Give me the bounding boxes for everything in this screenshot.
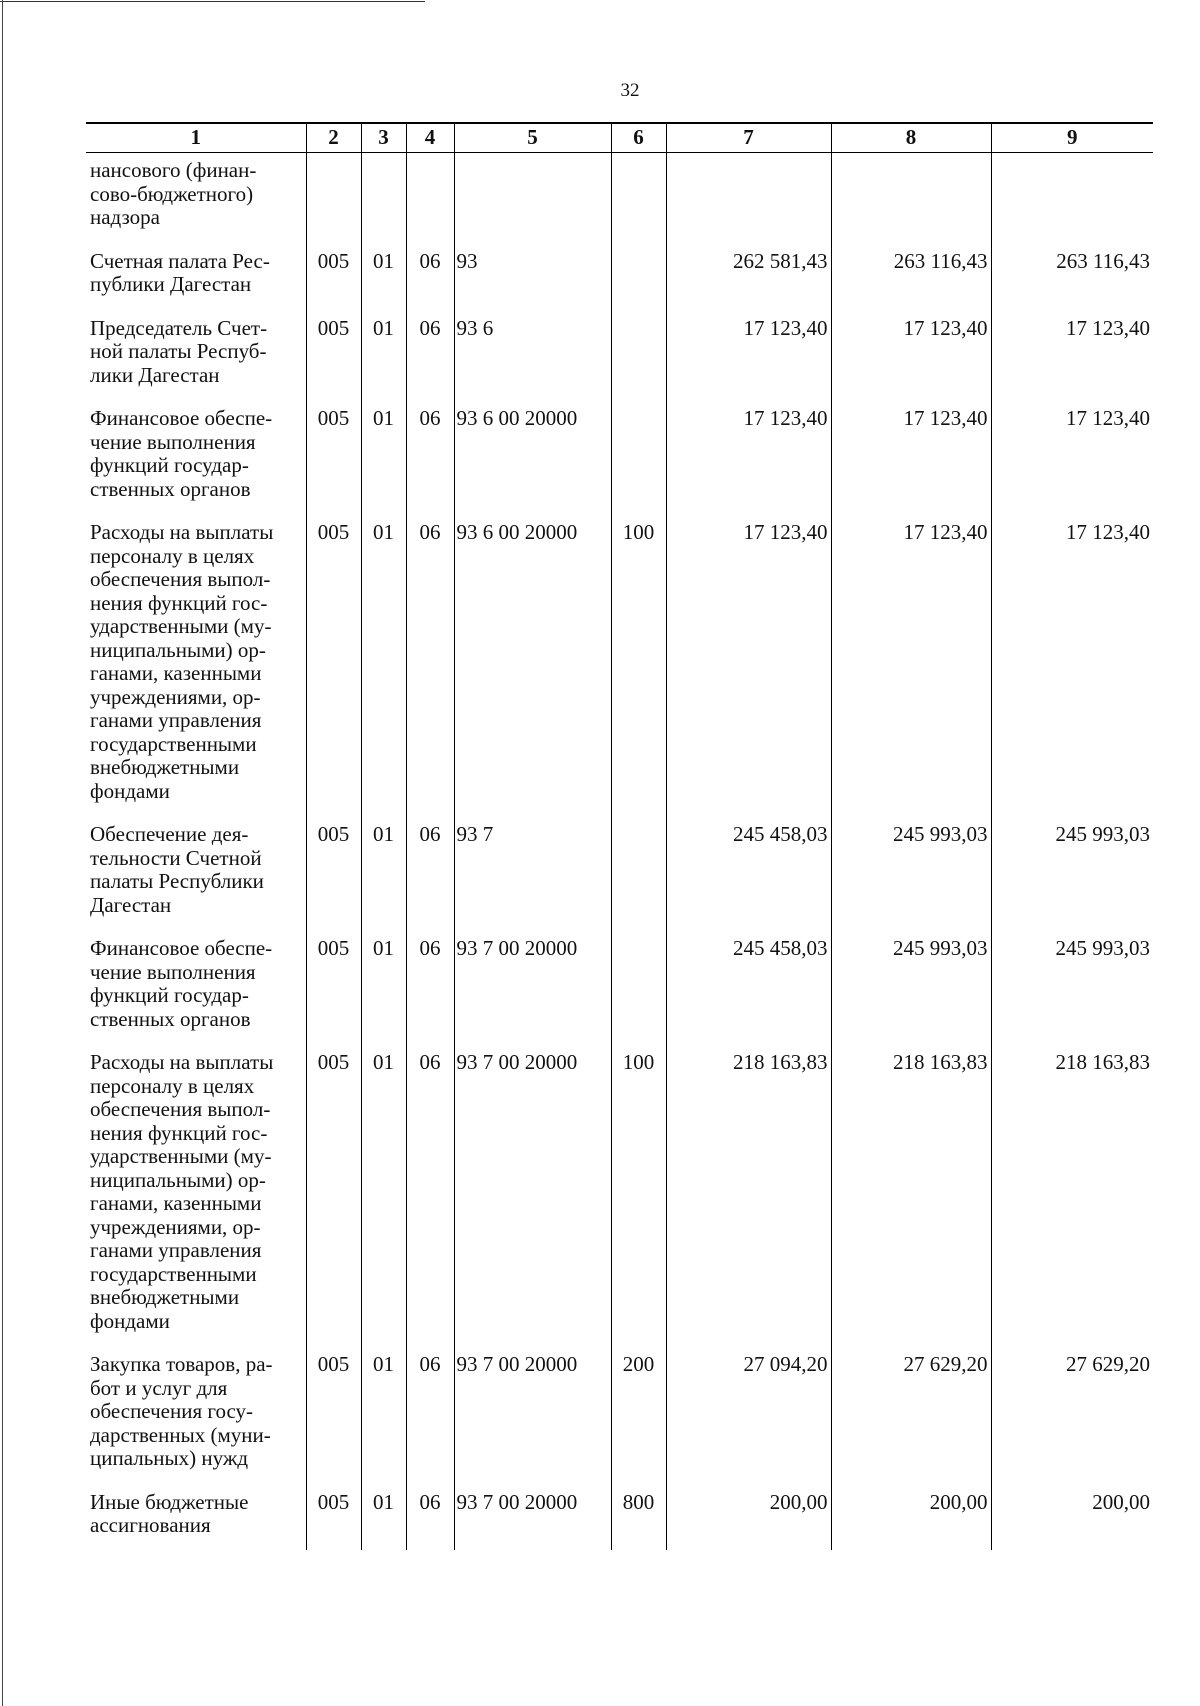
item-name-line: функций государ- xyxy=(90,983,249,1007)
target-article-cell xyxy=(454,153,611,244)
item-name-line: ниципальными) ор- xyxy=(90,1167,266,1192)
item-name-line: Финансовое обеспе- xyxy=(90,936,273,960)
item-name-cell xyxy=(86,515,306,817)
target-article-cell: 93 7 00 20000 xyxy=(454,1045,611,1347)
amount-col8-cell: 245 993,03 xyxy=(831,931,991,1045)
item-name-line: ниципальными) ор- xyxy=(90,637,266,662)
amount-col9-cell: 263 116,43 xyxy=(991,244,1153,311)
item-name-line: чение выполнения xyxy=(90,429,256,454)
expense-type-cell: 200 xyxy=(611,1347,666,1485)
amount-col7-cell: 200,00 xyxy=(666,1485,831,1550)
item-name-line: Расходы на выплаты xyxy=(90,520,274,544)
kvsr-code-cell: 005 xyxy=(306,1045,361,1347)
item-name-line: ципальных) нужд xyxy=(90,1446,249,1470)
table-row xyxy=(86,244,1153,311)
subsection-code-cell: 06 xyxy=(406,817,454,931)
column-header-8: 8 xyxy=(831,123,991,153)
subsection-code-cell: 06 xyxy=(406,1485,454,1550)
item-name-line: дарственных (муни- xyxy=(90,1422,271,1447)
amount-col8-cell xyxy=(831,153,991,244)
column-header-2: 2 xyxy=(306,123,361,153)
item-name-line: внебюджетными xyxy=(90,1285,240,1309)
subsection-code-cell: 06 xyxy=(406,401,454,515)
kvsr-code-cell: 005 xyxy=(306,515,361,817)
section-code-cell: 01 xyxy=(361,1045,406,1347)
table-row xyxy=(86,1347,1153,1485)
table-row xyxy=(86,515,1153,817)
item-name-line: Финансовое обеспе- xyxy=(90,406,273,430)
item-name-line: учреждениями, ор- xyxy=(90,1214,261,1239)
amount-col9-cell: 27 629,20 xyxy=(991,1347,1153,1485)
kvsr-code-cell: 005 xyxy=(306,244,361,311)
item-name-line: ганами, казенными xyxy=(90,661,262,685)
amount-col9-cell: 245 993,03 xyxy=(991,931,1153,1045)
item-name-line: функций государ- xyxy=(90,453,249,477)
item-name-line: фондами xyxy=(90,1308,170,1333)
target-article-cell: 93 xyxy=(454,244,611,311)
budget-table xyxy=(86,122,1153,1550)
column-header-1: 1 xyxy=(86,123,306,153)
item-name-line: Счетная палата Рес- xyxy=(90,248,270,273)
item-name-line: ственных органов xyxy=(90,1006,251,1031)
target-article-cell: 93 7 xyxy=(454,817,611,931)
item-name-cell xyxy=(86,1347,306,1485)
kvsr-code-cell: 005 xyxy=(306,817,361,931)
section-code-cell: 01 xyxy=(361,1485,406,1550)
section-code-cell: 01 xyxy=(361,1347,406,1485)
amount-col9-cell: 218 163,83 xyxy=(991,1045,1153,1347)
kvsr-code-cell xyxy=(306,153,361,244)
section-code-cell: 01 xyxy=(361,311,406,402)
subsection-code-cell: 06 xyxy=(406,931,454,1045)
item-name-line: Расходы на выплаты xyxy=(90,1050,274,1074)
column-header-9: 9 xyxy=(991,123,1153,153)
table-row xyxy=(86,401,1153,515)
item-name-line: обеспечения госу- xyxy=(90,1399,254,1423)
table-body xyxy=(86,153,1153,1550)
item-name-line: учреждениями, ор- xyxy=(90,684,261,709)
expense-type-cell: 800 xyxy=(611,1485,666,1550)
expense-type-cell: 100 xyxy=(611,1045,666,1347)
amount-col7-cell: 27 094,20 xyxy=(666,1347,831,1485)
item-name-line: чение выполнения xyxy=(90,959,256,984)
item-name-line: ственных органов xyxy=(90,476,251,501)
amount-col8-cell: 27 629,20 xyxy=(831,1347,991,1485)
scan-edge-top xyxy=(0,1,425,2)
section-code-cell: 01 xyxy=(361,817,406,931)
amount-col9-cell: 245 993,03 xyxy=(991,817,1153,931)
item-name-line: тельности Счетной xyxy=(90,845,262,870)
item-name-line: государственными xyxy=(90,731,257,756)
item-name-line: публики Дагестан xyxy=(90,272,252,296)
amount-col8-cell: 245 993,03 xyxy=(831,817,991,931)
item-name-line: ганами управления xyxy=(90,1238,262,1262)
target-article-cell: 93 6 xyxy=(454,311,611,402)
amount-col8-cell: 17 123,40 xyxy=(831,401,991,515)
header-row xyxy=(86,123,1153,153)
item-name-cell xyxy=(86,311,306,402)
kvsr-code-cell: 005 xyxy=(306,1485,361,1550)
kvsr-code-cell: 005 xyxy=(306,1347,361,1485)
expense-type-cell xyxy=(611,244,666,311)
section-code-cell: 01 xyxy=(361,244,406,311)
expense-type-cell: 100 xyxy=(611,515,666,817)
section-code-cell: 01 xyxy=(361,931,406,1045)
amount-col9-cell: 17 123,40 xyxy=(991,515,1153,817)
item-name-line: лики Дагестан xyxy=(90,362,220,387)
amount-col7-cell: 245 458,03 xyxy=(666,931,831,1045)
amount-col8-cell: 263 116,43 xyxy=(831,244,991,311)
item-name-line: Дагестан xyxy=(90,892,172,917)
amount-col8-cell: 17 123,40 xyxy=(831,515,991,817)
item-name-cell xyxy=(86,401,306,515)
column-header-7: 7 xyxy=(666,123,831,153)
target-article-cell: 93 6 00 20000 xyxy=(454,401,611,515)
table-row xyxy=(86,311,1153,402)
amount-col9-cell: 200,00 xyxy=(991,1485,1153,1550)
target-article-cell: 93 7 00 20000 xyxy=(454,931,611,1045)
item-name-line: нения функций гос- xyxy=(90,590,268,615)
amount-col7-cell: 262 581,43 xyxy=(666,244,831,311)
subsection-code-cell: 06 xyxy=(406,1347,454,1485)
table-row xyxy=(86,153,1153,244)
item-name-line: Председатель Счет- xyxy=(90,315,268,340)
amount-col9-cell xyxy=(991,153,1153,244)
item-name-cell xyxy=(86,153,306,244)
section-code-cell xyxy=(361,153,406,244)
subsection-code-cell: 06 xyxy=(406,515,454,817)
scan-edge-left xyxy=(2,0,3,1706)
item-name-line: Обеспечение дея- xyxy=(90,822,249,846)
item-name-line: ганами, казенными xyxy=(90,1191,262,1215)
item-name-cell xyxy=(86,931,306,1045)
amount-col8-cell: 200,00 xyxy=(831,1485,991,1550)
amount-col7-cell: 17 123,40 xyxy=(666,515,831,817)
amount-col8-cell: 17 123,40 xyxy=(831,311,991,402)
amount-col7-cell: 245 458,03 xyxy=(666,817,831,931)
table-row xyxy=(86,1045,1153,1347)
item-name-line: ударственными (му- xyxy=(90,1144,272,1168)
item-name-line: персоналу в целях xyxy=(90,1073,255,1098)
column-header-4: 4 xyxy=(406,123,454,153)
amount-col8-cell: 218 163,83 xyxy=(831,1045,991,1347)
kvsr-code-cell: 005 xyxy=(306,401,361,515)
item-name-line: надзора xyxy=(90,205,160,229)
subsection-code-cell: 06 xyxy=(406,244,454,311)
subsection-code-cell xyxy=(406,153,454,244)
item-name-line: палаты Республики xyxy=(90,869,264,893)
table-row xyxy=(86,817,1153,931)
item-name-line: нансового (финан- xyxy=(90,158,257,182)
table-row xyxy=(86,931,1153,1045)
item-name-line: персоналу в целях xyxy=(90,543,255,568)
amount-col7-cell: 17 123,40 xyxy=(666,311,831,402)
item-name-line: государственными xyxy=(90,1261,257,1286)
item-name-cell xyxy=(86,817,306,931)
amount-col9-cell: 17 123,40 xyxy=(991,311,1153,402)
expense-type-cell xyxy=(611,401,666,515)
column-header-5: 5 xyxy=(454,123,611,153)
expense-type-cell xyxy=(611,931,666,1045)
item-name-line: внебюджетными xyxy=(90,755,240,779)
item-name-line: ной палаты Респуб- xyxy=(90,339,267,363)
subsection-code-cell: 06 xyxy=(406,1045,454,1347)
amount-col9-cell: 17 123,40 xyxy=(991,401,1153,515)
expense-type-cell xyxy=(611,311,666,402)
section-code-cell: 01 xyxy=(361,401,406,515)
item-name-line: Закупка товаров, ра- xyxy=(90,1352,273,1376)
page-number: 32 xyxy=(620,80,640,101)
kvsr-code-cell: 005 xyxy=(306,931,361,1045)
item-name-line: обеспечения выпол- xyxy=(90,1097,271,1121)
item-name-line: Иные бюджетные xyxy=(90,1489,249,1514)
section-code-cell: 01 xyxy=(361,515,406,817)
column-header-3: 3 xyxy=(361,123,406,153)
item-name-cell xyxy=(86,244,306,311)
amount-col7-cell: 218 163,83 xyxy=(666,1045,831,1347)
table-row xyxy=(86,1485,1153,1550)
expense-type-cell xyxy=(611,153,666,244)
subsection-code-cell: 06 xyxy=(406,311,454,402)
expense-type-cell xyxy=(611,817,666,931)
item-name-line: ассигнования xyxy=(90,1513,211,1537)
item-name-line: фондами xyxy=(90,778,170,803)
amount-col7-cell: 17 123,40 xyxy=(666,401,831,515)
item-name-cell xyxy=(86,1485,306,1550)
item-name-cell xyxy=(86,1045,306,1347)
item-name-line: обеспечения выпол- xyxy=(90,567,271,591)
item-name-line: нения функций гос- xyxy=(90,1120,268,1145)
column-header-6: 6 xyxy=(611,123,666,153)
item-name-line: ганами управления xyxy=(90,708,262,732)
kvsr-code-cell: 005 xyxy=(306,311,361,402)
target-article-cell: 93 7 00 20000 xyxy=(454,1347,611,1485)
target-article-cell: 93 6 00 20000 xyxy=(454,515,611,817)
item-name-line: бот и услуг для xyxy=(90,1375,228,1400)
amount-col7-cell xyxy=(666,153,831,244)
target-article-cell: 93 7 00 20000 xyxy=(454,1485,611,1550)
item-name-line: сово-бюджетного) xyxy=(90,181,254,206)
item-name-line: ударственными (му- xyxy=(90,614,272,638)
